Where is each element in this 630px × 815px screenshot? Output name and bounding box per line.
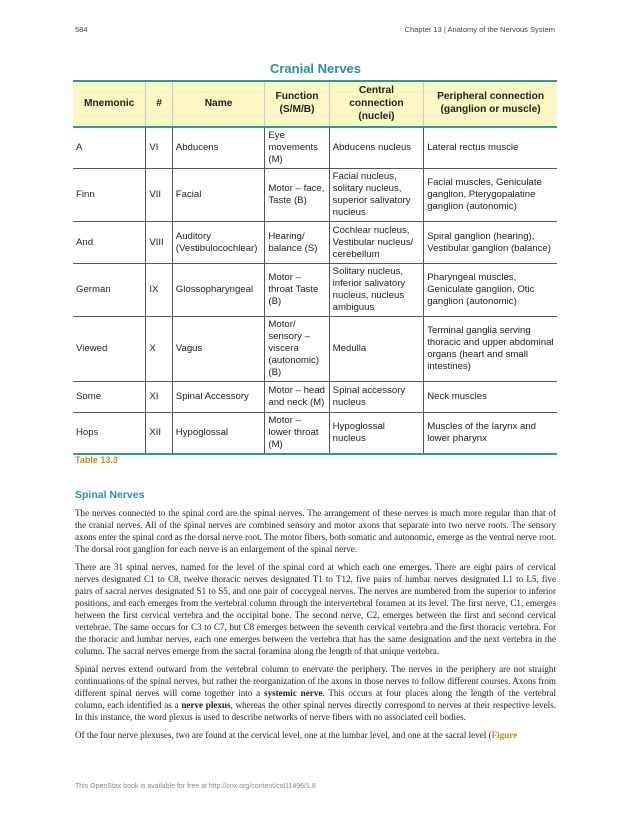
table-cell: Spinal Accessory xyxy=(172,382,265,413)
column-header-peripheral: Peripheral connection (ganglion or muscle) xyxy=(424,81,557,127)
table-cell: Pharyngeal muscles, Geniculate ganglion, Otic ganglion (autonomic) xyxy=(424,264,557,317)
column-header-central: Central connection (nuclei) xyxy=(329,81,424,127)
table-cell: VI xyxy=(146,127,172,168)
table-cell: Facial muscles, Geniculate ganglion, Pterygopalatine ganglion (autonomic) xyxy=(424,169,557,222)
text-run: Of the four nerve plexuses, two are found at the cervical level, one at the lumbar level, and one at the sacral level ( xyxy=(75,730,492,740)
table-row xyxy=(73,413,557,454)
table-cell: Facial nucleus, solitary nucleus, superior salivatory nucleus xyxy=(329,169,424,222)
section-heading: Spinal Nerves xyxy=(75,489,145,501)
table-cell: IX xyxy=(146,264,172,317)
table-cell: Muscles of the larynx and lower pharynx xyxy=(424,413,557,454)
table-cell: Motor – head and neck (M) xyxy=(265,382,329,413)
table-cell: Motor/ sensory – viscera (autonomic) (B) xyxy=(265,317,329,382)
table-cell: Hypoglossal nucleus xyxy=(329,413,424,454)
table-row xyxy=(73,264,557,317)
table-cell: Abducens nucleus xyxy=(329,127,424,168)
table-cell: Finn xyxy=(73,169,146,222)
table-cell: Facial xyxy=(172,169,265,222)
table-cell: VIII xyxy=(146,222,172,264)
cranial-nerves-table xyxy=(73,80,557,455)
column-header-mnemonic: Mnemonic xyxy=(73,81,146,127)
table-row xyxy=(73,169,557,222)
table-cell: Hops xyxy=(73,413,146,454)
table-cell: Viewed xyxy=(73,317,146,382)
paragraph xyxy=(75,729,556,741)
table-cell: Motor – lower throat (M) xyxy=(265,413,329,454)
table-cell: Some xyxy=(73,382,146,413)
table-cell: Auditory (Vestibulocochlear) xyxy=(172,222,265,264)
table-cell: Medulla xyxy=(329,317,424,382)
table-row xyxy=(73,127,557,168)
chapter-header: Chapter 13 | Anatomy of the Nervous System xyxy=(404,25,555,34)
column-header-number: # xyxy=(146,81,172,127)
table-cell: Motor – face, Taste (B) xyxy=(265,169,329,222)
table-cell: Glossopharyngeal xyxy=(172,264,265,317)
table-cell: Terminal ganglia serving thoracic and upper abdominal organs (heart and small intestines) xyxy=(424,317,557,382)
table-cell: Hearing/ balance (S) xyxy=(265,222,329,264)
table-row xyxy=(73,222,557,264)
figure-link[interactable]: Figure xyxy=(491,730,518,740)
paragraph: There are 31 spinal nerves, named for the level of the spinal cord at which each one emerges. There are eight pairs of cervical nerves designated C1 to C8, twelve thoracic nerves designated T1 to T12, five pairs of lumbar nerves designated L1 to L5, five pairs of sacral nerves designated S1 to S5, and one pair of coccygeal nerves. The nerves are numbered from the superior to inferior positions, and each emerges from the vertebral column through the intervertebral foramen at its level. The first nerve, C1, emerges between the first cervical vertebra and the occipital bone. The second nerve, C2, emerges between the first and second cervical vertebrae. The same occurs for C3 to C7, but C8 emerges between the seventh cervical vertebra and the first thoracic vertebra. For the thoracic and lumbar nerves, each one emerges between the vertebra that has the same designation and the next vertebra in the column. The sacral nerves emerge from the sacral foramina along the length of that unique vertebra. xyxy=(75,562,556,656)
column-header-name: Name xyxy=(172,81,265,127)
table-cell: Solitary nucleus, inferior salivatory nucleus, nucleus ambiguus xyxy=(329,264,424,317)
table-row xyxy=(73,382,557,413)
table-cell: XII xyxy=(146,413,172,454)
body-text xyxy=(75,507,556,747)
paragraph xyxy=(75,663,556,723)
paragraph: The nerves connected to the spinal cord are the spinal nerves. The arrangement of these nerves is much more regular than that of the cranial nerves. All of the spinal nerves are combined sensory and motor axons that separate into two nerve roots. The sensory axons enter the spinal cord as the dorsal nerve root. The motor fibers, both somatic and autonomic, emerge as the ventral nerve root. The dorsal root ganglion for each nerve is an enlargement of the spinal nerve. xyxy=(75,508,556,554)
table-cell: Abducens xyxy=(172,127,265,168)
table-cell: Motor – throat Taste (B) xyxy=(265,264,329,317)
table-cell: Lateral rectus muscle xyxy=(424,127,557,168)
table-cell: And xyxy=(73,222,146,264)
text-run: , whereas the other spinal nerves directly correspond to nerves at their respective levels. In this instance, the word plexus is used to describe networks of nerve fibers with no associated cell bodies. xyxy=(75,700,556,722)
page-number: 584 xyxy=(75,25,88,34)
page-footer: This OpenStax book is available for free at http://cnx.org/content/col11496/1.8 xyxy=(75,783,316,790)
table-cell: Neck muscles xyxy=(424,382,557,413)
term-nerve-plexus: nerve plexus xyxy=(181,700,231,710)
table-cell: Cochlear nucleus, Vestibular nucleus/ cerebellum xyxy=(329,222,424,264)
column-header-function: Function (S/M/B) xyxy=(265,81,329,127)
table-cell: Spiral ganglion (hearing), Vestibular ganglion (balance) xyxy=(424,222,557,264)
table-header-row xyxy=(73,81,557,127)
table-cell: Vagus xyxy=(172,317,265,382)
term-systemic-nerve: systemic nerve xyxy=(264,688,323,698)
table-cell: X xyxy=(146,317,172,382)
table-cell: Hypoglossal xyxy=(172,413,265,454)
table-cell: XI xyxy=(146,382,172,413)
table-cell: VII xyxy=(146,169,172,222)
table-row xyxy=(73,317,557,382)
table-cell: A xyxy=(73,127,146,168)
table-cell: German xyxy=(73,264,146,317)
table-cell: Eye movements (M) xyxy=(265,127,329,168)
table-cell: Spinal accessory nucleus xyxy=(329,382,424,413)
table-title: Cranial Nerves xyxy=(269,61,362,76)
text-run: Spinal nerves extend outward from the vertebral column to enervate the periphery. The nerves in the periphery are not straight continuations of the spinal nerves, but rather the reorganization of the axons in those nerves to follow different courses. Axons from different spinal nerves will come together into a xyxy=(75,664,556,698)
table-caption: Table 13.3 xyxy=(75,455,118,465)
text-run: . This occurs at four places along the length of the vertebral column, each identified as a xyxy=(75,688,556,710)
